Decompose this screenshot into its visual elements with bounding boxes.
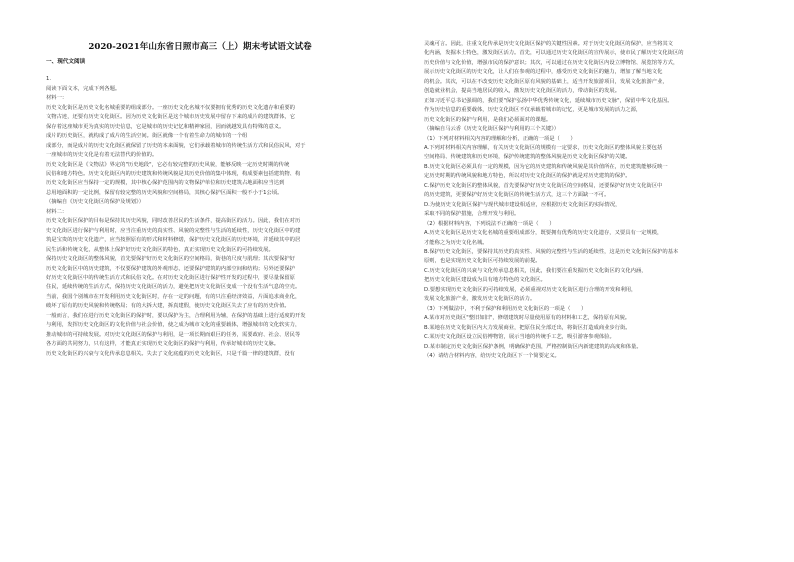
text-line: 1. <box>46 76 52 83</box>
text-line: 民生活和传统文化，从整体上保护好历史文化街区的特色，真正实现历史文化街区的可持续发展。 <box>46 246 274 253</box>
text-line: 推动城市的可持续发展。对历史文化街区的保护与利用，是一项长期而艰巨的任务，需要政府、社会、居民等 <box>46 331 301 338</box>
text-line: 空间格局、传统建筑和历史环境，保护传统建筑的整体风貌是历史文化街区保护的关键。 <box>424 154 631 161</box>
text-line: 作为历史信息的重要载体，历史文化街区不仅承载着城市的记忆，更是城市发展的活力之源， <box>424 107 642 114</box>
text-line: 才能称之为历史文化名城。 <box>424 239 488 246</box>
text-line: 历史文化街区中的历史建筑，不仅要保护建筑的外观形态，还要保护建筑的内部空间和结构；另外还要保护 <box>46 265 295 272</box>
text-line <box>46 66 414 75</box>
text-line: 一般而言，我们在进行历史文化街区的保护时，要以保护为主，合理利用为辅，在保护的基础上进行适度的开发 <box>46 312 306 319</box>
text-line: 的历史建筑，更要保护好历史文化街区的传统生活方式，这三个方面缺一不可。 <box>424 192 610 199</box>
text-line: 把历史文化街区建设成为具有地方特色的文化街区。 <box>424 277 546 284</box>
text-line: 历史文化街区保护的目标是保持其历史风貌，同时改善居民的生活条件，提高街区的活力。因此，我们在对历 <box>46 218 301 225</box>
text-line: 采取不同的保护措施，合理开发与利用。 <box>424 211 520 218</box>
text-line: （3）下列做法中，不利于保护和利用历史文化街区的一项是（ ） <box>424 305 587 312</box>
text-line: 历史文化街区是历史文化名城重要的组成部分。一座历史文化名城不仅要拥有优秀的历史文化遗存和重要的 <box>46 104 295 111</box>
text-line: C.保护历史文化街区的整体风貌，首先要保护好历史文化街区的空间格局，还要保护好历史文化街区中 <box>424 182 663 189</box>
text-line: 住民，延续传统的生活方式，保持历史文化街区的活力，避免把历史文化街区变成一个没有生活气息的空壳。 <box>46 284 301 291</box>
text-line: 筑是宝贵的历史文化遗产，应当按照原有的形式和材料修缮，保护历史文化街区的历史环境，并延续其中的居 <box>46 237 301 244</box>
text-line: 发展文化旅游产业，激发历史文化街区的活力。 <box>424 296 536 303</box>
text-line: 历史价值与文化价值，增强市民的保护意识；其次，可以通过在历史文化街区内设立博物馆、展览馆等方式， <box>424 59 679 66</box>
text-line: B.某地在历史文化街区内大力发展商业，把原住民全部迁出，将街区打造成商业步行街。 <box>424 324 631 331</box>
text-line: 材料一： <box>46 95 68 102</box>
text-line: （1）下列对材料相关内容的理解和分析，正确的一项是（ ） <box>424 135 576 142</box>
left-column <box>46 66 414 359</box>
text-line: B.保护历史文化街区，要保持其历史的真实性、风貌的完整性与生活的延续性，这是历史文化街区保护的基本 <box>424 248 679 255</box>
text-line: 文物古迹，还要有历史文化街区。因为历史文化街区是这个城市历史发展中留存下来的成片的建筑群体，它 <box>46 114 295 121</box>
text-line: 民俗和地方特色。历史文化街区内的历史建筑和传统风貌是其历史价值的集中体现，构成要素包括建筑物、构 <box>46 170 301 177</box>
page-title: 2020-2021年山东省日照市高三（上）期末考试语文试卷 <box>88 42 312 52</box>
text-line: 保持历史文化街区的整体风貌，首先要保护好历史文化街区的空间格局，街巷的尺度与肌理；其次要保护好 <box>46 256 295 263</box>
text-line: A.下列对材料相关内容理解，有关历史文化街区的规模有一定要求，历史文化街区的整体风貌主要包括 <box>424 144 663 151</box>
text-line: 与利用，发挥历史文化街区的文化价值与社会价值，使之成为城市文化的重要载体，增强城市的文化软实力， <box>46 322 301 329</box>
text-line: 好历史文化街区中的传统生活方式和民俗文化。在对历史文化街区进行保护性开发的过程中，要尽量保留原 <box>46 274 295 281</box>
text-line: 总用地面积的一定比例，保留有较完整的历史风貌和空间格局，其核心保护区面积一般不小于1公顷。 <box>46 189 283 196</box>
text-line: C.历史文化街区的兴衰与文化传承息息相关，因此，我们要注重发掘历史文化街区的文化内涵， <box>424 267 647 274</box>
text-line: 材料二： <box>46 208 68 215</box>
text-line: C.某历史文化街区设立民俗博物馆，展示当地的传统手工艺，吸引游客参观体验。 <box>424 334 615 341</box>
text-line: 原则，也是实现历史文化街区可持续发展的前提。 <box>424 258 541 265</box>
text-line: 创造就业机会，提高当地居民的收入，激发历史文化街区的活力，带动街区的发展。 <box>424 88 620 95</box>
text-line: 定历史时期的传统风貌和地方特色，所以对历史文化街区的保护就是对历史建筑的保护。 <box>424 173 631 180</box>
text-line: A.历史文化街区是历史文化名城的重要组成部分，既要拥有优秀的历史文化遗存，又要具有一定规模， <box>424 230 663 237</box>
text-line: 保存着这座城市更为真实的历史信息，它是城市的历史记忆和精神家园，因而就越发具有特殊的意义。 <box>46 123 285 130</box>
text-line: （4）请结合材料内容，给历史文化街区下一个简要定义。 <box>424 352 560 359</box>
text-line: 各方面的共同努力，只有这样，才能真正实现历史文化街区的保护与利用，传承好城市的历史文脉。 <box>46 341 280 348</box>
text-line: 灵魂可言。因此，注重文化传承是历史文化街区保护的关键性因素。对于历史文化街区的保护，应当将其文 <box>424 41 673 47</box>
text-line: B.历史文化街区必须具有一定的规模，因为它的历史建筑和传统风貌是其价值所在，历史建筑能够反映一 <box>424 163 668 170</box>
text-line: D.为使历史文化街区保护与现代城市建设相适应，应根据历史文化街区的实际情况， <box>424 201 621 208</box>
text-line: 的机会。其次，可以在不改变历史文化街区原有风貌的基础上，适当开发旅游项目，发展文化旅游产业， <box>424 78 668 85</box>
text-line: 当前，我国个别城市在开发利用历史文化街区时，存在一定的问题，有的只注重经济效益，片面追求商业化， <box>46 293 301 300</box>
text-line: 化内涵，发掘本土特色，激发街区活力。首先，可以通过历史文化街区的宣传展示，使市民了解历史文化街区的 <box>424 50 684 57</box>
text-line: （2）根据材料内容，下列说法不正确的一项是（ ） <box>424 220 555 227</box>
text-line: 展示历史文化街区的历史文化，让人们在参观的过程中，感受历史文化街区的魅力，增加了解当地文化 <box>424 69 663 76</box>
text-line: 史文化街区进行保护与利用时，应当注重历史的真实性、风貌的完整性与生活的延续性，历史文化街区中的建 <box>46 227 301 234</box>
text-line: 成部分，而是成片的历史文化街区就保留了历史的本来面貌，它们承载着城市的传统生活方式和民俗民风，对于 <box>46 142 306 149</box>
text-line: 一座城市的历史文化是有着无法替代的价值的。 <box>46 152 158 159</box>
text-line: 历史文化街区是《文物法》界定的"历史地段"，它必有较完整的历史风貌，能够反映一定历史时期的传统 <box>46 161 290 168</box>
right-column <box>424 40 778 361</box>
text-line: 正如习近平总书记强调的，我们要"保护弘扬中华优秀传统文化，延续城市历史文脉"，保留中华文化基因。 <box>424 97 673 104</box>
text-line: （摘编自《历史文化街区的保护及规划》） <box>46 199 144 206</box>
section-heading: 一、现代文阅读 <box>46 59 86 65</box>
text-line: （摘编自马云香《历史文化街区保护与利用的三个关键》） <box>424 126 560 133</box>
text-line: 成片的历史街区，就构成了成片的生活空间。街区就像一个有着生命力的城市的一个组 <box>46 133 248 140</box>
text-line: A.某市对历史街区"整旧如旧"，修缮建筑时尽量使用原有的材料和工艺，保持原有风貌。 <box>424 315 631 322</box>
text-line: D.要想实现历史文化街区的可持续发展，必须重视对历史文化街区进行合理的开发和利用， <box>424 286 637 293</box>
text-line: 历史文化街区应当保持一定的规模，其中核心保护范围内的文物保护单位和历史建筑占地面积应当达到 <box>46 180 285 187</box>
text-line: 历史文化街区的保护与利用，是我们必须面对的课题。 <box>424 116 552 123</box>
text-line: 历史文化街区的兴衰与文化传承息息相关。失去了文化底蕴的历史文化街区，只是千篇一律的建筑群，没有 <box>46 350 295 357</box>
text-line: 破坏了原有的历史风貌和传统格局；有的大拆大建，拆真建假，使历史文化街区失去了应有的历史价值。 <box>46 303 290 310</box>
text-line: 阅读下面文本，完成下列各题。 <box>46 85 121 92</box>
text-line: D.某市制定历史文化街区保护条例，明确保护范围，严格控制街区内新建建筑的高度和体量。 <box>424 343 642 350</box>
